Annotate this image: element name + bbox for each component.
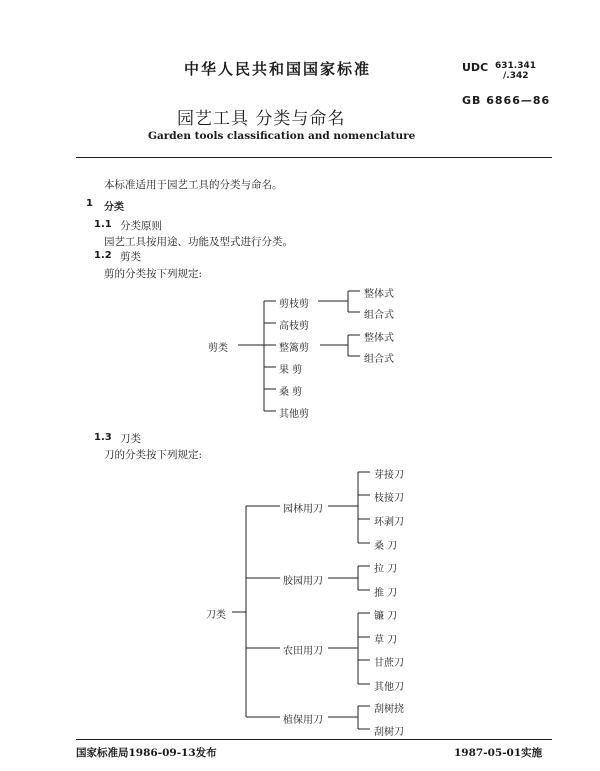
header-divider: [76, 157, 552, 158]
knives-leaf: 枝接刀: [374, 493, 404, 504]
footer-divider: [76, 739, 552, 740]
issued-date: 国家标准局1986-09-13发布: [76, 747, 217, 759]
document-title-english: Garden tools classification and nomenclature: [148, 130, 416, 142]
shears-branch: 整篱剪: [279, 343, 309, 354]
knives-branch: 植保用刀: [283, 715, 323, 726]
shears-leaf: 组合式: [364, 354, 394, 365]
section-1-2-title: 剪类: [120, 251, 141, 263]
knives-leaf: 草 刀: [374, 635, 398, 646]
effective-date: 1987-05-01实施: [454, 747, 543, 759]
knives-branch: 胶园用刀: [283, 576, 323, 587]
shears-branch: 剪枝剪: [279, 299, 309, 310]
section-1-number: 1: [86, 198, 93, 209]
section-1-1-text: 园艺工具按用途、功能及型式进行分类。: [104, 236, 293, 248]
knives-root: 刀类: [206, 610, 226, 621]
udc-label: UDC: [462, 61, 489, 74]
knives-leaf: 桑 刀: [374, 541, 398, 552]
section-1-3-text: 刀的分类按下列规定:: [104, 449, 203, 461]
knives-leaf: 甘蔗刀: [374, 658, 404, 669]
shears-branch: 其他剪: [279, 409, 309, 420]
knives-leaf: 拉 刀: [374, 564, 398, 575]
knives-branch: 园林用刀: [283, 504, 323, 515]
section-1-2-text: 剪的分类按下列规定:: [104, 268, 203, 280]
knives-leaf: 刮树挠: [374, 704, 404, 715]
shears-leaf: 整体式: [364, 289, 394, 300]
knives-leaf: 环剥刀: [374, 517, 404, 528]
shears-leaf: 整体式: [364, 333, 394, 344]
section-1-2-number: 1.2: [94, 250, 112, 261]
knives-leaf: 镰 刀: [374, 611, 398, 622]
standard-title: 中华人民共和国国家标准: [184, 60, 372, 78]
section-1-title: 分类: [104, 202, 124, 213]
gb-code: GB 6866—86: [462, 94, 551, 107]
section-1-1-number: 1.1: [94, 219, 112, 230]
knives-leaf: 其他刀: [374, 682, 404, 693]
document-title: 园艺工具 分类与命名: [177, 109, 346, 129]
section-1-3-number: 1.3: [94, 432, 112, 443]
knives-leaf: 刮树刀: [374, 727, 404, 738]
udc-code-2: /.342: [503, 71, 529, 81]
knives-leaf: 芽接刀: [374, 470, 404, 481]
shears-branch: 果 剪: [279, 365, 303, 376]
shears-leaf: 组合式: [364, 310, 394, 321]
knives-leaf: 推 刀: [374, 588, 398, 599]
udc-code-1: 631.341: [495, 61, 536, 71]
shears-root: 剪类: [208, 343, 228, 354]
knives-branch: 农田用刀: [283, 646, 323, 657]
shears-branch: 桑 剪: [279, 387, 303, 398]
scope-text: 本标准适用于园艺工具的分类与命名。: [104, 179, 283, 191]
section-1-3-title: 刀类: [120, 433, 141, 445]
section-1-1-title: 分类原则: [120, 220, 162, 232]
shears-branch: 高枝剪: [279, 321, 309, 332]
